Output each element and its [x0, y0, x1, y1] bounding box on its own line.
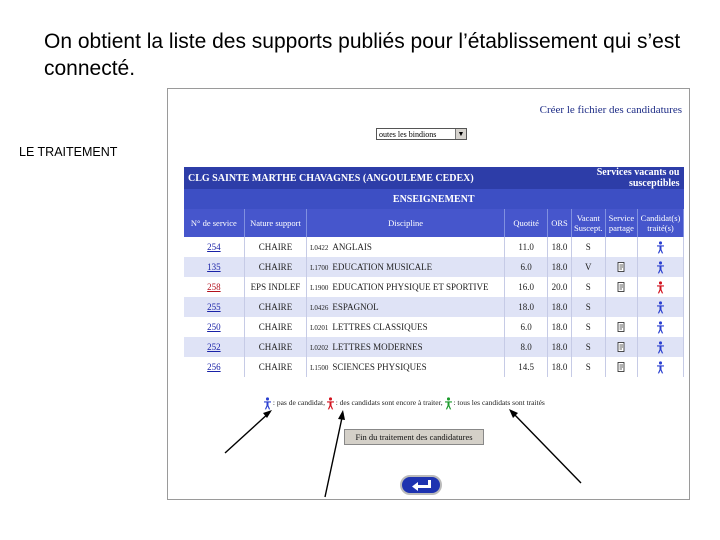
cell-nature: CHAIRE — [244, 317, 306, 337]
cell-vacant: S — [571, 297, 605, 317]
discipline-code: L0201 — [310, 324, 329, 332]
discipline-label: ANGLAIS — [332, 242, 372, 252]
discipline-label: LETTRES MODERNES — [332, 342, 423, 352]
cell-quotite: 8.0 — [505, 337, 548, 357]
service-link[interactable]: 258 — [207, 282, 221, 292]
discipline-label: EDUCATION PHYSIQUE ET SPORTIVE — [332, 282, 489, 292]
cell-nature: CHAIRE — [244, 237, 306, 257]
discipline-code: L0422 — [310, 244, 329, 252]
cell-vacant: S — [571, 337, 605, 357]
cell-nature: CHAIRE — [244, 357, 306, 377]
services-scope-label: Services vacants ou susceptibles — [571, 167, 683, 189]
service-link[interactable]: 135 — [207, 262, 221, 272]
discipline-label: LETTRES CLASSIQUES — [332, 322, 428, 332]
chevron-down-icon[interactable]: ▼ — [455, 129, 466, 139]
cell-ors: 18.0 — [548, 317, 572, 337]
cell-ors: 18.0 — [548, 257, 572, 277]
col-discipline: Discipline — [307, 209, 505, 237]
slide-title: On obtient la liste des supports publiés pour l’établissement qui s’est connecté. — [44, 30, 681, 80]
cell-quotite: 11.0 — [505, 237, 548, 257]
col-vacant: Vacant Suscept. — [571, 209, 605, 237]
cell-vacant: S — [571, 317, 605, 337]
section-title: ENSEIGNEMENT — [184, 189, 684, 209]
side-label: LE TRAITEMENT — [19, 145, 118, 159]
cell-ors: 18.0 — [548, 337, 572, 357]
arrow-line-2 — [325, 413, 343, 497]
discipline-label: EDUCATION MUSICALE — [332, 262, 433, 272]
discipline-code: L0426 — [310, 304, 329, 312]
discipline-code: L1700 — [310, 264, 329, 272]
filter-select-value: outes les bindions — [379, 130, 437, 139]
establishment-name: CLG SAINTE MARTHE CHAVAGNES (ANGOULEME CEDEX) — [184, 167, 571, 189]
cell-nature: EPS INDLEF — [244, 277, 306, 297]
col-quotite: Quotité — [505, 209, 548, 237]
cell-ors: 20.0 — [548, 277, 572, 297]
cell-nature: CHAIRE — [244, 257, 306, 277]
cell-quotite: 14.5 — [505, 357, 548, 377]
discipline-code: L1900 — [310, 284, 329, 292]
legend-no-candidate: : pas de candidat, — [272, 398, 325, 408]
service-link[interactable]: 256 — [207, 362, 221, 372]
cell-ors: 18.0 — [548, 297, 572, 317]
arrow-head-2 — [338, 410, 345, 420]
col-num: N° de service — [184, 209, 244, 237]
cell-vacant: S — [571, 277, 605, 297]
legend-pending: : des candidats sont encore à traiter, — [335, 398, 443, 408]
create-file-link[interactable]: Créer le fichier des candidatures — [539, 104, 682, 116]
cell-vacant: S — [571, 237, 605, 257]
cell-quotite: 16.0 — [505, 277, 548, 297]
cell-ors: 18.0 — [548, 237, 572, 257]
cell-quotite: 6.0 — [505, 317, 548, 337]
cell-quotite: 18.0 — [505, 297, 548, 317]
arrow-line-3 — [512, 412, 581, 483]
cell-vacant: S — [571, 357, 605, 377]
col-nature: Nature support — [244, 209, 306, 237]
col-candidat: Candidat(s) traité(s) — [638, 209, 684, 237]
service-link[interactable]: 254 — [207, 242, 221, 252]
arrow-line-1 — [225, 412, 270, 453]
legend-all-treated: : tous les candidats sont traités — [453, 398, 545, 408]
cell-nature: CHAIRE — [244, 297, 306, 317]
discipline-code: L1500 — [310, 364, 329, 372]
discipline-label: ESPAGNOL — [332, 302, 379, 312]
service-link[interactable]: 255 — [207, 302, 221, 312]
cell-ors: 18.0 — [548, 357, 572, 377]
end-processing-button[interactable]: Fin du traitement des candidatures — [344, 429, 484, 445]
col-ors: ORS — [548, 209, 572, 237]
discipline-label: SCIENCES PHYSIQUES — [332, 362, 427, 372]
discipline-code: L0202 — [310, 344, 329, 352]
cell-nature: CHAIRE — [244, 337, 306, 357]
cell-quotite: 6.0 — [505, 257, 548, 277]
service-link[interactable]: 250 — [207, 322, 221, 332]
cell-vacant: V — [571, 257, 605, 277]
service-link[interactable]: 252 — [207, 342, 221, 352]
col-service: Service partage — [605, 209, 637, 237]
